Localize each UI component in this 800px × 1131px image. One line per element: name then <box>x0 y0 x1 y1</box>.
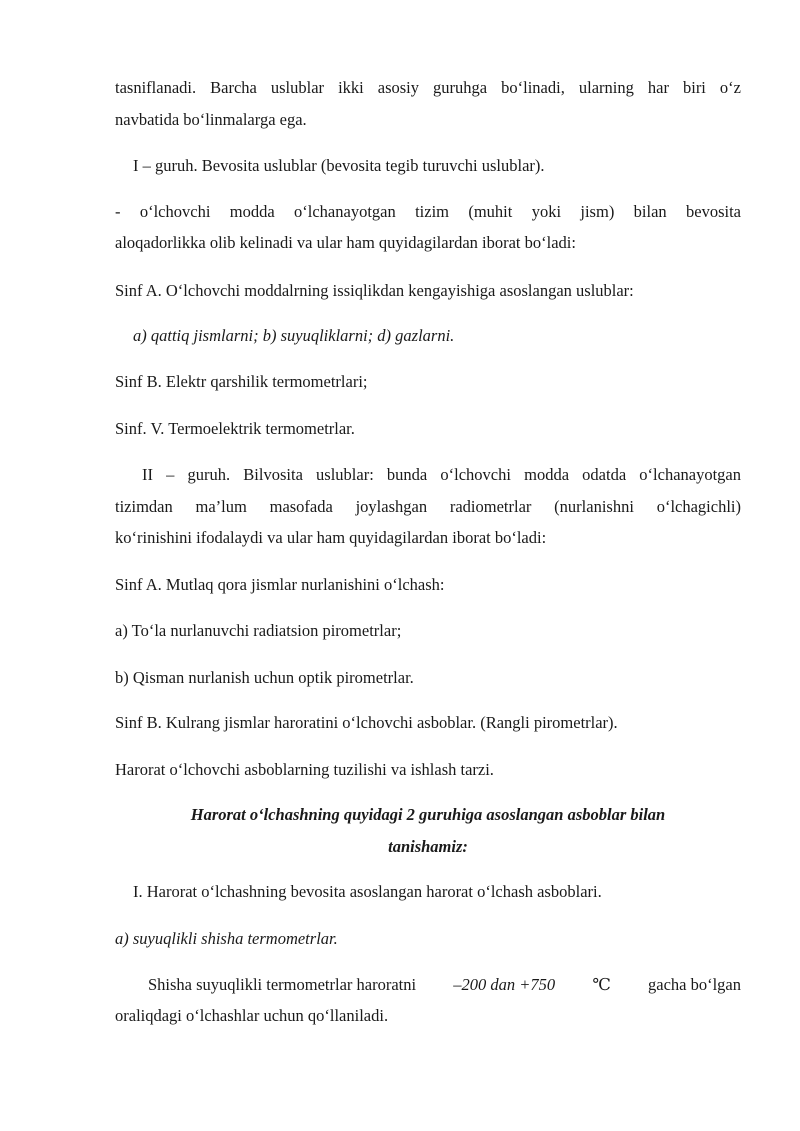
text-segment: gacha bo‘lgan <box>648 975 741 994</box>
paragraph-line: tizimdan ma’lum masofada joylashgan radiometrlar (nurlanishni o‘lchagichli) <box>115 497 741 516</box>
list-item-italic: a) suyuqlikli shisha termometrlar. <box>115 929 338 948</box>
celsius-unit: ℃ <box>592 975 611 994</box>
group-one-heading: I – guruh. Bevosita uslublar (bevosita tegib turuvchi uslublar). <box>133 156 545 175</box>
paragraph-line: oraliqdagi o‘lchashlar uchun qo‘llaniladi. <box>115 1006 389 1025</box>
paragraph-line: navbatida bo‘linmalarga ega. <box>115 110 307 129</box>
class-v-line: Sinf. V. Termoelektrik termometrlar. <box>115 419 355 438</box>
paragraph-line: ko‘rinishini ifodalaydi va ular ham quyidagilardan iborat bo‘ladi: <box>115 528 547 547</box>
paragraph-line: Harorat o‘lchovchi asboblarning tuzilishi va ishlash tarzi. <box>115 760 494 779</box>
list-item: a) To‘la nurlanuvchi radiatsion pirometrlar; <box>115 621 402 640</box>
paragraph-line <box>148 975 741 995</box>
paragraph-line: tasniflanadi. Barcha uslublar ikki asosiy guruhga bo‘linadi, ularning har biri o‘z <box>115 78 741 97</box>
temperature-range: –200 dan +750 <box>453 975 556 994</box>
section-heading: tanishamiz: <box>388 837 468 856</box>
text-segment: Shisha suyuqlikli termometrlar haroratni <box>148 975 417 994</box>
section-heading: Harorat o‘lchashning quyidagi 2 guruhiga asoslangan asboblar bilan <box>190 805 666 824</box>
class-b-line: Sinf B. Kulrang jismlar haroratini o‘lchovchi asboblar. (Rangli pirometrlar). <box>115 713 618 732</box>
class-a-line: Sinf A. Mutlaq qora jismlar nurlanishini o‘lchash: <box>115 575 445 594</box>
list-item: b) Qisman nurlanish uchun optik pirometrlar. <box>115 668 414 687</box>
list-item-italic: a) qattiq jismlarni; b) suyuqliklarni; d) gazlarni. <box>133 326 455 345</box>
paragraph-line: I. Harorat o‘lchashning bevosita asoslangan harorat o‘lchash asboblari. <box>133 882 602 901</box>
class-a-line: Sinf A. O‘lchovchi moddalrning issiqlikdan kengayishiga asoslangan uslublar: <box>115 281 634 300</box>
paragraph-line: II – guruh. Bilvosita uslublar: bunda o‘lchovchi modda odatda o‘lchanayotgan <box>142 465 741 484</box>
class-b-line: Sinf B. Elektr qarshilik termometrlari; <box>115 372 368 391</box>
paragraph-line: aloqadorlikka olib kelinadi va ular ham quyidagilardan iborat bo‘ladi: <box>115 233 576 252</box>
paragraph-line: - o‘lchovchi modda o‘lchanayotgan tizim (muhit yoki jism) bilan bevosita <box>115 202 741 221</box>
